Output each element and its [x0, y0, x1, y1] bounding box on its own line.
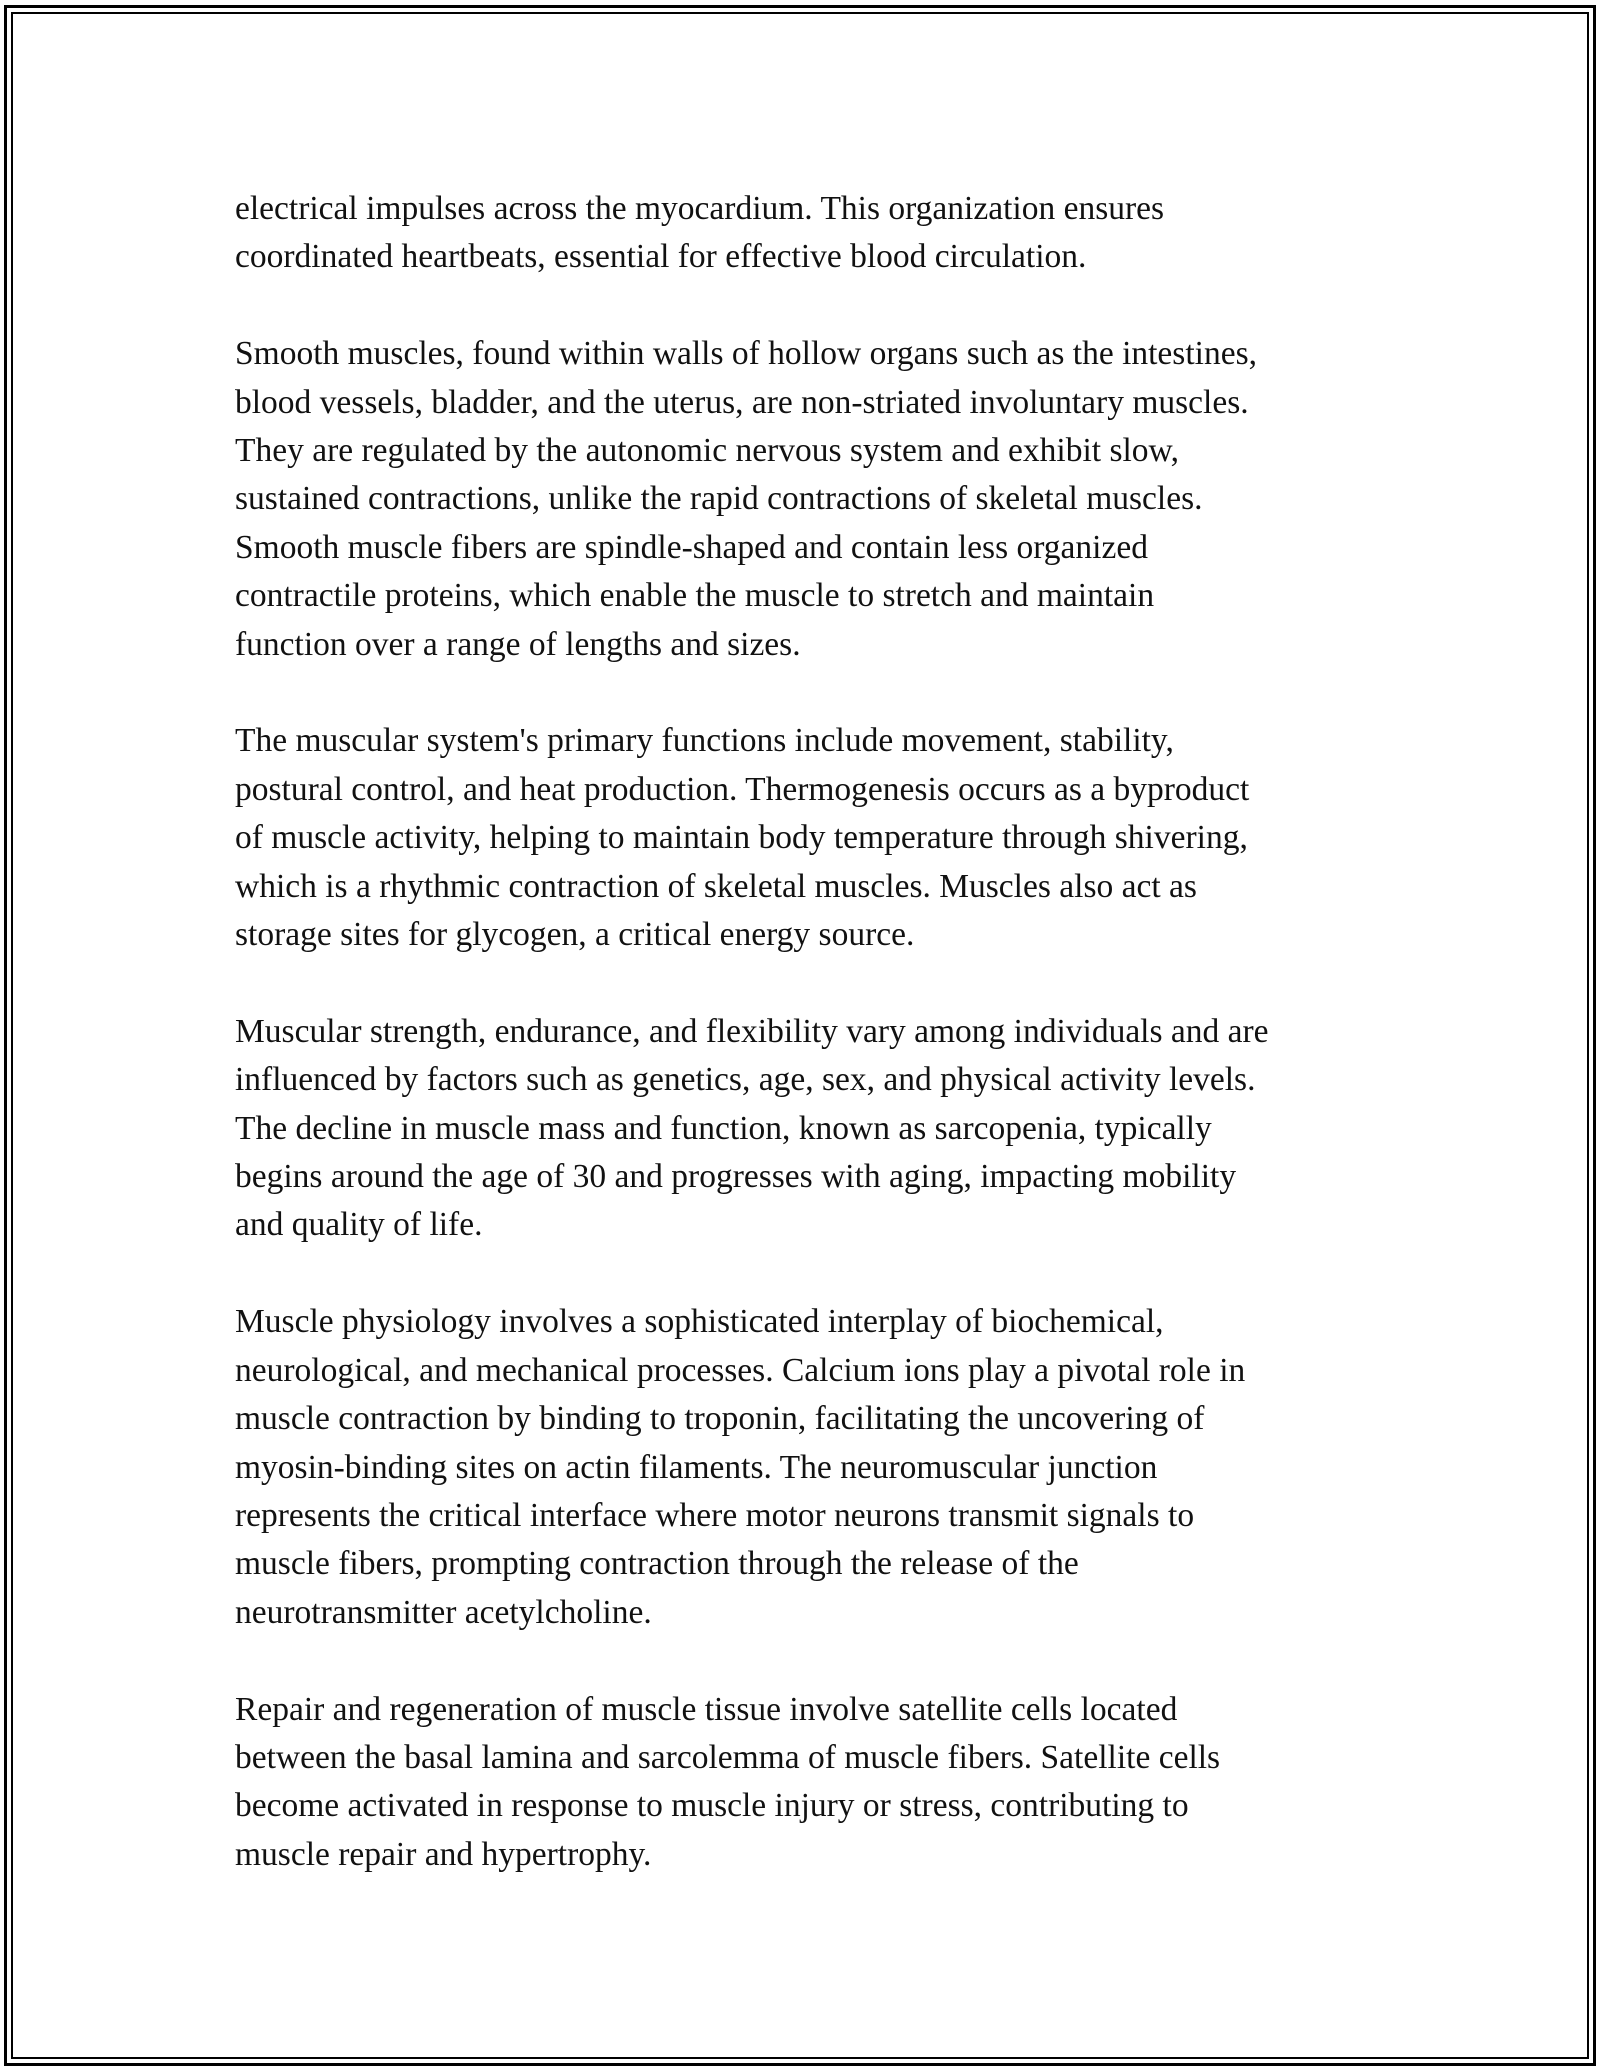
text-line: sustained contractions, unlike the rapid contractions of skeletal muscles. [235, 480, 1203, 518]
text-line: The muscular system's primary functions include movement, stability, [235, 722, 1174, 760]
text-line: Muscle physiology involves a sophisticated interplay of biochemical, [235, 1303, 1164, 1341]
document-body [235, 185, 1395, 1928]
text-line: which is a rhythmic contraction of skeletal muscles. Muscles also act as [235, 867, 1197, 905]
paragraph [235, 1008, 1395, 1250]
paragraph [235, 1298, 1395, 1637]
text-line: represents the critical interface where motor neurons transmit signals to [235, 1496, 1195, 1534]
text-line: Muscular strength, endurance, and flexibility vary among individuals and are [235, 1012, 1269, 1050]
text-line: They are regulated by the autonomic nervous system and exhibit slow, [235, 432, 1179, 470]
text-line: of muscle activity, helping to maintain body temperature through shivering, [235, 819, 1248, 857]
text-line: contractile proteins, which enable the muscle to stretch and maintain [235, 577, 1155, 615]
paragraph [235, 717, 1395, 959]
paragraph [235, 1686, 1395, 1880]
text-line: muscle contraction by binding to troponin, facilitating the uncovering of [235, 1400, 1205, 1438]
text-line: between the basal lamina and sarcolemma of muscle fibers. Satellite cells [235, 1738, 1221, 1776]
text-line: coordinated heartbeats, essential for effective blood circulation. [235, 238, 1087, 276]
text-line: and quality of life. [235, 1206, 483, 1244]
text-line: myosin-binding sites on actin filaments. The neuromuscular junction [235, 1448, 1158, 1486]
text-line: neurotransmitter acetylcholine. [235, 1593, 652, 1631]
text-line: Smooth muscle fibers are spindle-shaped and contain less organized [235, 528, 1148, 566]
paragraph [235, 185, 1395, 282]
text-line: function over a range of lengths and sizes. [235, 625, 801, 663]
text-line: postural control, and heat production. Thermogenesis occurs as a byproduct [235, 770, 1250, 808]
text-line: Smooth muscles, found within walls of hollow organs such as the intestines, [235, 335, 1257, 373]
paragraph [235, 330, 1395, 669]
text-line: storage sites for glycogen, a critical energy source. [235, 916, 915, 954]
text-line: blood vessels, bladder, and the uterus, are non-striated involuntary muscles. [235, 383, 1249, 421]
text-line: electrical impulses across the myocardium. This organization ensures [235, 190, 1165, 227]
text-line: become activated in response to muscle injury or stress, contributing to [235, 1787, 1189, 1825]
text-line: neurological, and mechanical processes. Calcium ions play a pivotal role in [235, 1351, 1246, 1389]
text-line: Repair and regeneration of muscle tissue involve satellite cells located [235, 1690, 1178, 1728]
text-line: influenced by factors such as genetics, age, sex, and physical activity levels. [235, 1061, 1256, 1099]
text-line: muscle fibers, prompting contraction through the release of the [235, 1545, 1079, 1583]
text-line: muscle repair and hypertrophy. [235, 1835, 652, 1873]
text-line: begins around the age of 30 and progresses with aging, impacting mobility [235, 1158, 1237, 1196]
text-line: The decline in muscle mass and function, known as sarcopenia, typically [235, 1109, 1212, 1147]
